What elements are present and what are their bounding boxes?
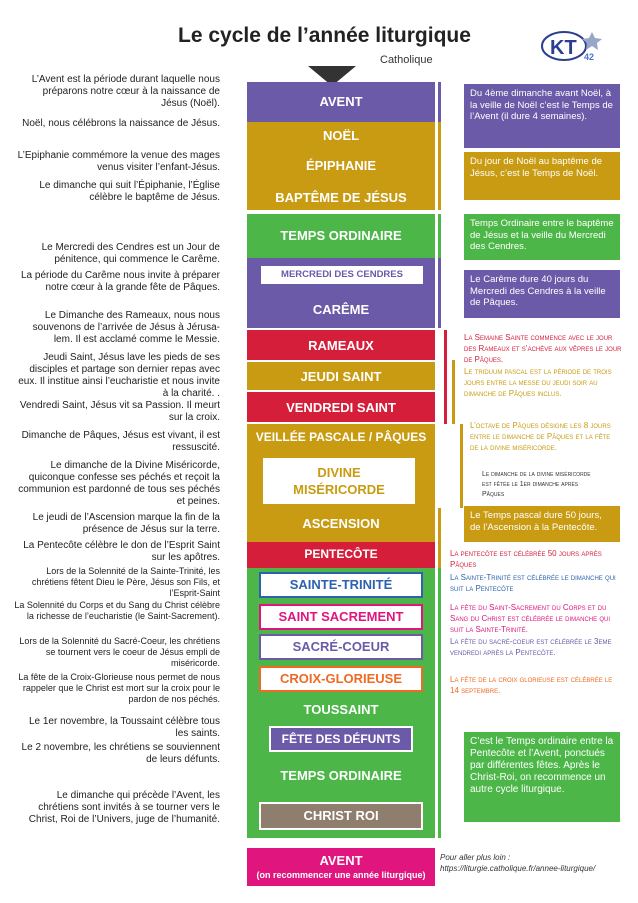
note-avent: L’Avent est la période durant laquelle nous préparons notre cœur à la naissance de Jésus (Noël).	[31, 74, 220, 109]
bar-avent	[438, 82, 441, 122]
bar-triduum	[452, 360, 455, 424]
info-temps-ordinaire: Temps Ordinaire entre le baptême de Jésus et la veille du Mercredi des Cendres.	[464, 214, 620, 260]
svg-text:KT: KT	[550, 37, 577, 59]
note-sainte-trinite: Lors de la Solennité de la Sainte-Trinité, les chrétiens fêtent Dieu le Père, Jésus son Fils, et l’Esprit-Saint	[31, 566, 220, 598]
croix-glorieuse-box: CROIX-GLORIEUSE	[259, 666, 423, 692]
note-bapteme: Le dimanche qui suit l’Épiphanie, l’Église célèbre le baptême de Jésus.	[39, 180, 220, 203]
bar-noel	[438, 122, 441, 210]
footer-link[interactable]: Pour aller plus loin : https://liturgie.catholique.fr/annee-liturgique/	[440, 853, 596, 873]
sainte-trinite-box: SAINTE-TRINITÉ	[259, 572, 423, 598]
note-jeudi-saint: Jeudi Saint, Jésus lave les pieds de ses disciples et partage son dernier repas avec eux. Il institue ainsi l’eucharistie et nous invite à la charité. .	[18, 352, 220, 399]
band-temps-ordinaire-2: SAINTE-TRINITÉ SAINT SACREMENT SACRÉ-COEUR CROIX-GLORIEUSE TOUSSAINT FÊTE DES DÉFUNTS TEMPS ORDINAIRE CHRIST ROI	[247, 568, 435, 838]
note-vendredi-saint: Vendredi Saint, Jésus vit sa Passion. Il meurt sur la croix.	[19, 400, 220, 423]
svg-text:42: 42	[584, 52, 595, 62]
band-noel: NOËL ÉPIPHANIE BAPTÊME DE JÉSUS	[247, 122, 435, 210]
note-defunts: Le 2 novembre, les chrétiens se souviennent de leurs défunts.	[21, 742, 220, 765]
info-temps-pascal: Le Temps pascal dure 50 jours, de l’Ascension à la Pentecôte.	[464, 506, 620, 542]
bar-to2	[438, 568, 441, 838]
saint-sacrement-box: SAINT SACREMENT	[259, 604, 423, 630]
band-jeudi-saint: JEUDI SAINT	[247, 362, 435, 390]
note-careme: La période du Carême nous invite à préparer notre cœur à la grande fête de Pâques.	[20, 270, 220, 293]
band-rameaux: RAMEAUX	[247, 330, 435, 360]
band-paques: VEILLÉE PASCALE / PÂQUES DIVINE MISÉRICORDE	[247, 424, 435, 524]
note-toussaint: Le 1er novembre, la Toussaint célèbre tous les saints.	[28, 716, 220, 739]
bar-semaine-sainte	[444, 330, 447, 424]
note-christ-roi: Le dimanche qui précède l’Avent, les chrétiens sont invités à se tourner vers le Christ, Roi de l’Univers, juge de l’humanité.	[28, 790, 220, 825]
band-careme: MERCREDI DES CENDRES CARÊME	[247, 258, 435, 328]
band-avent-recommencer: AVENT (on recommencer une année liturgique)	[247, 848, 435, 886]
note-noel: Noël, nous célébrons la naissance de Jésus.	[22, 118, 220, 129]
note-pentecote: La Pentecôte célèbre le don de l’Esprit Saint sur les apôtres.	[23, 540, 220, 563]
info-croix-glorieuse: La fête de la croix glorieuse est célébrée le 14 septembre.	[450, 675, 613, 695]
info-octave: L’octave de Pâques désigne les 8 jours entre le dimanche de Pâques et la fête de la divine miséricorde.	[470, 421, 611, 452]
info-sacre-coeur: La fête du sacré-coeur est célébrée le 3eme vendredi après la Pentecôte.	[450, 637, 612, 657]
note-sacre-coeur: Lors de la Solennité du Sacré-Coeur, les chrétiens se tournent vers le coeur de Jésus empli de miséricorde.	[19, 636, 220, 668]
bar-careme	[438, 258, 441, 328]
bar-octave	[460, 424, 463, 508]
fete-defunts-box: FÊTE DES DÉFUNTS	[269, 726, 413, 752]
info-avent: Du 4ème dimanche avant Noël, à la veille de Noël c’est le Temps de l’Avent (il dure 4 semaines).	[464, 84, 620, 148]
info-pentecote: La pentecôte est célébrée 50 jours après Pâques	[450, 549, 602, 569]
info-noel: Du jour de Noël au baptême de Jésus, c’est le Temps de Noël.	[464, 152, 620, 200]
page-title: Le cycle de l’année liturgique	[178, 24, 471, 47]
note-divine-misericorde: Le dimanche de la Divine Miséricorde, quiconque confesse ses péchés et reçoit la communion est pardonné de tous ses péchés et peines.	[18, 460, 220, 507]
band-temps-ordinaire-1: TEMPS ORDINAIRE	[247, 214, 435, 258]
band-ascension: ASCENSION	[247, 508, 435, 542]
info-saint-sacrement: La fête du Saint-Sacrement du Corps et du Sang du Christ est célébrée le dimanche qui suit la Sainte-Trinité.	[450, 603, 611, 634]
sacre-coeur-box: SACRÉ-COEUR	[259, 634, 423, 660]
mercredi-cendres-box: MERCREDI DES CENDRES	[259, 264, 425, 286]
divine-misericorde-box: DIVINE MISÉRICORDE	[261, 456, 417, 506]
info-sainte-trinite: La Sainte-Trinité est célébrée le dimanche qui suit la Pentecôte	[450, 573, 616, 593]
note-saint-sacrement: La Solennité du Corps et du Sang du Christ célèbre la richesse de l’eucharistie (le Saint-Sacrement).	[14, 600, 220, 621]
note-epiphanie: L’Epiphanie commémore la venue des mages venus visiter l’enfant-Jésus.	[17, 150, 220, 173]
note-rameaux: Le Dimanche des Rameaux, nous nous souvenons de l’arrivée de Jésus à Jérusa- lem. Il est acclamé comme le Messie.	[32, 310, 220, 345]
band-pentecote: PENTECÔTE	[247, 542, 435, 568]
kt42-logo	[540, 28, 604, 64]
info-divine-misericorde: Le dimanche de la divine miséricorde est fêtée le 1er dimanche après Pâques	[482, 471, 591, 498]
band-avent: AVENT	[247, 82, 435, 122]
note-cendres: Le Mercredi des Cendres est un Jour de pénitence, qui commence le Carême.	[41, 242, 220, 265]
note-croix-glorieuse: La fête de la Croix-Glorieuse nous permet de nous rappeler que le Christ est mort sur la croix pour le pardon de nos péchés.	[18, 672, 220, 704]
page-subtitle: Catholique	[380, 54, 433, 66]
bar-to1	[438, 214, 441, 258]
info-semaine-sainte: La Semaine Sainte commence avec le jour des Rameaux et s’achève aux vêpres le jour de Pâques.	[464, 333, 622, 364]
info-careme: Le Carême dure 40 jours du Mercredi des Cendres à la veille de Pâques.	[464, 270, 620, 318]
bar-temps-pascal	[438, 508, 441, 568]
note-ascension: Le jeudi de l’Ascension marque la fin de la présence de Jésus sur la terre.	[32, 512, 220, 535]
info-triduum: Le triduum pascal est la période de trois jours entre la messe du jeudi soir au dimanche de Pâques inclus.	[464, 367, 612, 398]
note-paques: Dimanche de Pâques, Jésus est vivant, il est ressuscité.	[21, 430, 220, 453]
christ-roi-box: CHRIST ROI	[259, 802, 423, 830]
band-vendredi-saint: VENDREDI SAINT	[247, 392, 435, 422]
info-temps-ordinaire-final: C’est le Temps ordinaire entre la Pentecôte et l’Avent, ponctués par différentes fêtes. Après le Christ-Roi, on recommence un autre cycle liturgique.	[464, 732, 620, 822]
